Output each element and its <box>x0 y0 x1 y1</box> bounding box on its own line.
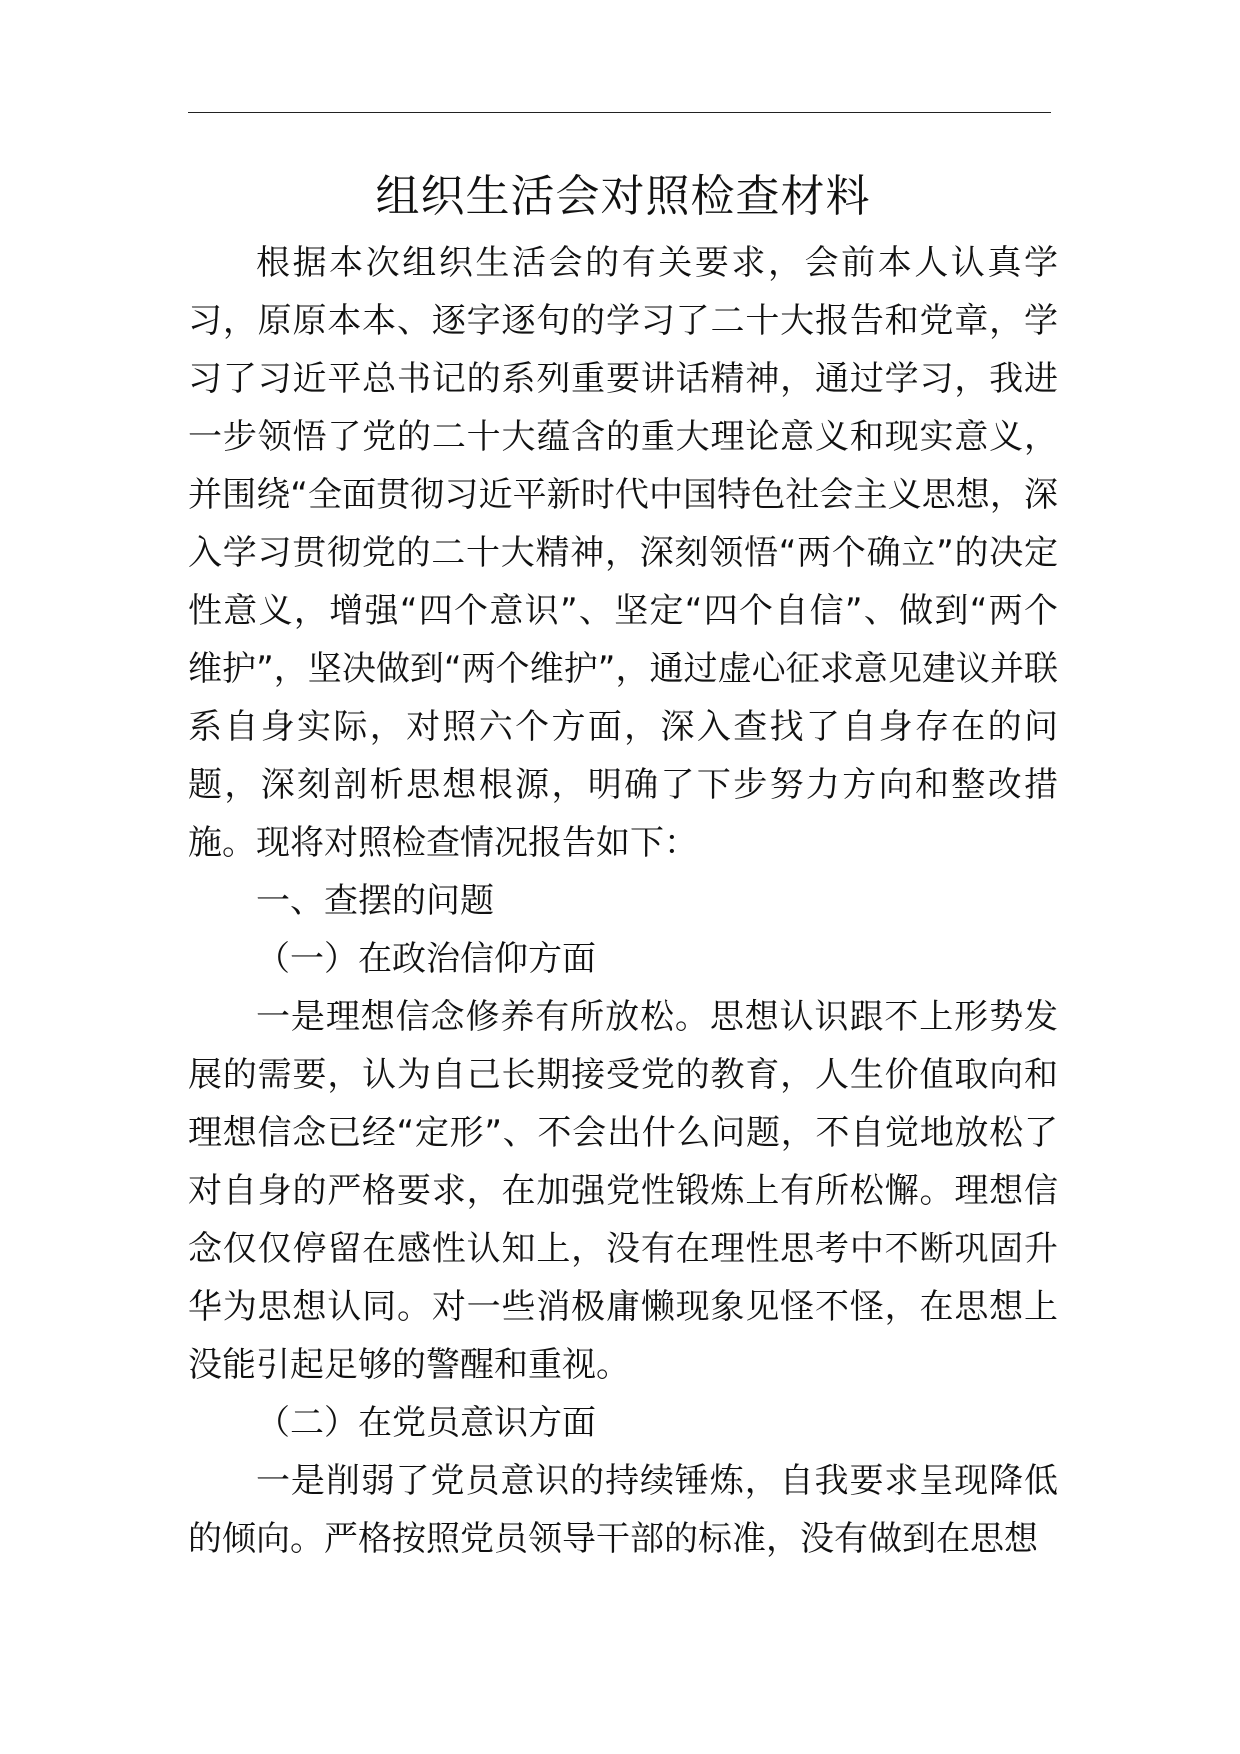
subsection-heading-political-belief: （一）在政治信仰方面 <box>256 939 596 979</box>
subsection-heading-party-awareness: （二）在党员意识方面 <box>256 1403 596 1443</box>
political-belief-paragraph: 一是理想信念修养有所放松。思想认识跟不上形势发展的需要，认为自己长期接受党的教育，人生价值取向和理想信念已经“定形”、不会出什么问题，不自觉地放松了对自身的严格要求，在加强党性锻炼上有所松懈。理想信念仅仅停留在感性认知上，没有在理性思考中不断巩固升华为思想认同。对一些消极庸懒现象见怪不怪，在思想上没能引起足够的警醒和重视。 <box>188 997 1058 1385</box>
section-heading-problems: 一、查摆的问题 <box>256 881 494 921</box>
document-body <box>188 160 1058 1568</box>
header-rule <box>188 112 1051 113</box>
document-title: 组织生活会对照检查材料 <box>375 171 871 222</box>
intro-paragraph: 根据本次组织生活会的有关要求，会前本人认真学习，原原本本、逐字逐句的学习了二十大报告和党章，学习了习近平总书记的系列重要讲话精神，通过学习，我进一步领悟了党的二十大蕴含的重大理论意义和现实意义，并围绕“全面贯彻习近平新时代中国特色社会主义思想，深入学习贯彻党的二十大精神，深刻领悟“两个确立”的决定性意义，增强“四个意识”、坚定“四个自信”、做到“两个维护”，坚决做到“两个维护”，通过虚心征求意见建议并联系自身实际，对照六个方面，深入查找了自身存在的问题，深刻剖析思想根源，明确了下步努力方向和整改措施。现将对照检查情况报告如下： <box>188 243 1058 863</box>
party-awareness-paragraph: 一是削弱了党员意识的持续锤炼，自我要求呈现降低的倾向。严格按照党员领导干部的标准，没有做到在思想 <box>188 1461 1058 1559</box>
